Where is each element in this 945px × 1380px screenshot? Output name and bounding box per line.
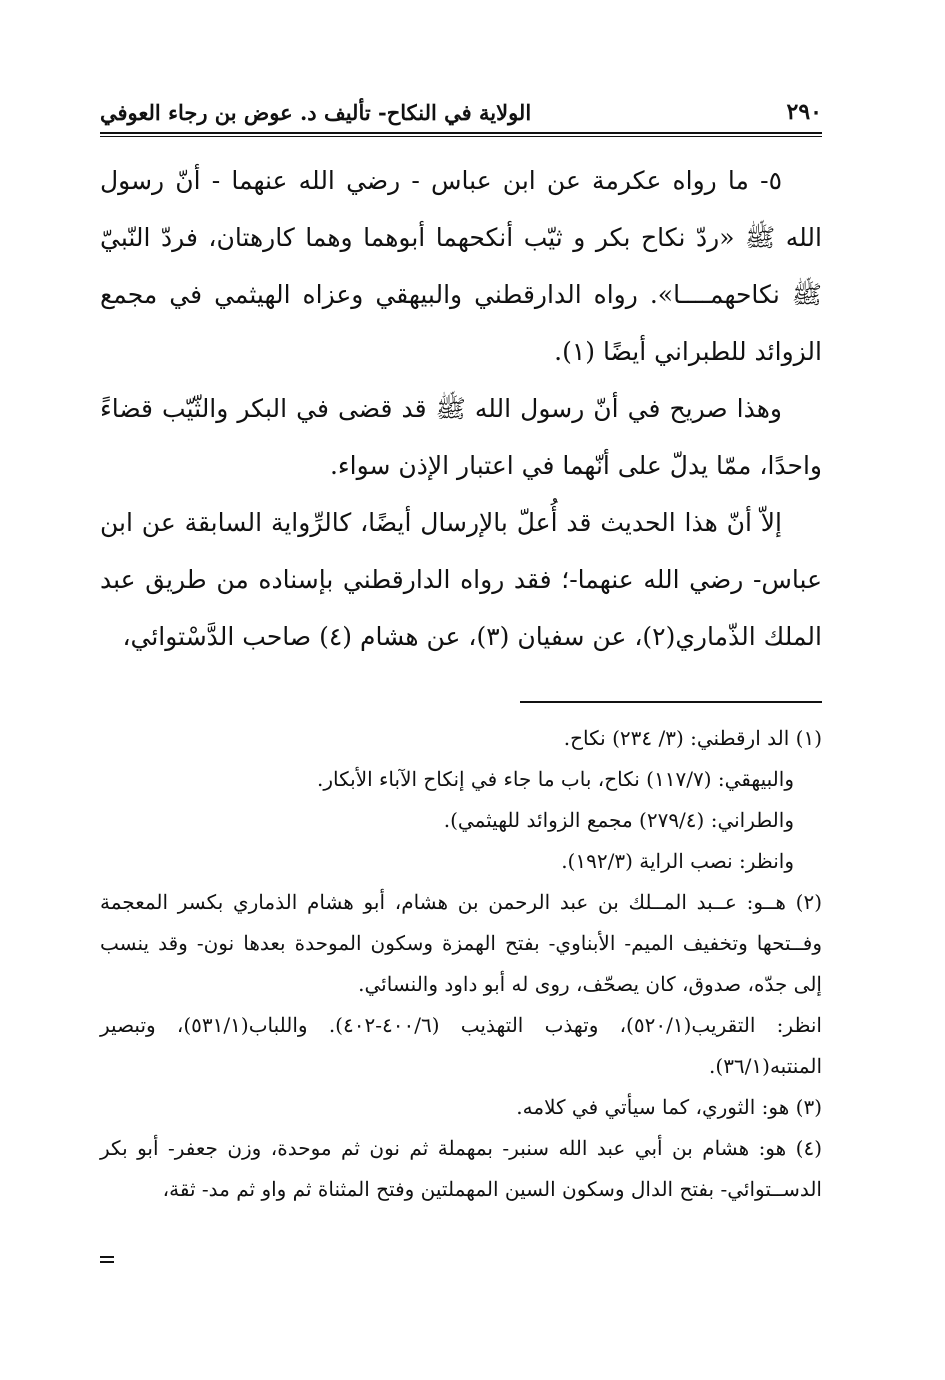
paragraph-1: ٥- ما رواه عكرمة عن ابن عباس - رضي الله عنهما - أنّ رسول الله ﷺ «ردّ نكاح بكر و ثيّب أنكحهما أبوهما وهما كارهتان، فردّ النّبيّ ﷺ نكاحهمــــا». رواه الدارقطني والبيهقي وعزاه الهيثمي في مجمع الزوائد للطبراني أيضًا (١). xyxy=(100,166,822,366)
header-title: الولاية في النكاح- تأليف د. عوض بن رجاء العوفي xyxy=(100,99,532,125)
footnotes xyxy=(100,718,822,1210)
header-rule xyxy=(100,132,822,137)
footnote-line: (٤) هو: هشام بن أبي عبد الله سنبر- بمهملة ثم نون ثم موحدة، وزن جعفر- أبو بكر الدســتوائي- بفتح الدال وسكون السين المهملتين وفتح المثناة ثم واو ثم مد- ثقة، xyxy=(100,1136,822,1201)
footnote-separator xyxy=(520,701,822,703)
main-text xyxy=(100,152,822,665)
footnote-1 xyxy=(100,718,822,882)
footnote-line: (٣) هو: الثوري، كما سيأتي في كلامه. xyxy=(516,1095,822,1119)
footnote-line: (١) الد ارقطني: (٣/ ٢٣٤) نكاح. xyxy=(563,726,822,750)
paragraph-2: وهذا صريح في أنّ رسول الله ﷺ قد قضى في البكر والثّيّب قضاءً واحدًا، ممّا يدلّ على أنّهما في اعتبار الإذن سواء. xyxy=(100,394,822,480)
footnote-line: (٢) هــو: عــبد المــلك بن عبد الرحمن بن هشام، أبو هشام الذماري بكسر المعجمة وفــتحها وتخفيف الميم- الأبناوي- بفتح الهمزة وسكون الموحدة بعدها نون- وقد ينسب إلى جدّه، صدوق، كان يصحّف، روى له أبو داود والنسائي. xyxy=(100,890,822,996)
footnote-2 xyxy=(100,882,822,1087)
footnote-line: والطراني: (٢٧٩/٤) مجمع الزوائد للهيثمي). xyxy=(443,808,794,832)
continuation-mark xyxy=(100,1256,114,1263)
footnote-line: والبيهقي: (١١٧/٧) نكاح، باب ما جاء في إنكاح الآباء الأبكار. xyxy=(316,767,794,791)
paragraph-3: إلاّ أنّ هذا الحديث قد أُعلّ بالإرسال أيضًا، كالرِّواية السابقة عن ابن عباس- رضي الله عنهما-؛ فقد رواه الدارقطني بإسناده من طريق عبد الملك الذّماري(٢)، عن سفيان (٣)، عن هشام (٤) صاحب الدَّسْتوائي، xyxy=(100,508,822,651)
running-header xyxy=(100,92,822,132)
page-number: ٢٩٠ xyxy=(786,99,822,125)
footnote-4 xyxy=(100,1128,822,1210)
footnote-line: وانظر: نصب الراية (١٩٢/٣). xyxy=(561,849,794,873)
footnote-line: انظر: التقريب(٥٢٠/١)، وتهذب التهذيب (٤٠٠/٦-٤٠٢). واللباب(٥٣١/١)، وتبصير المنتبه(٣٦/١). xyxy=(100,1013,822,1078)
footnote-3 xyxy=(100,1087,822,1128)
